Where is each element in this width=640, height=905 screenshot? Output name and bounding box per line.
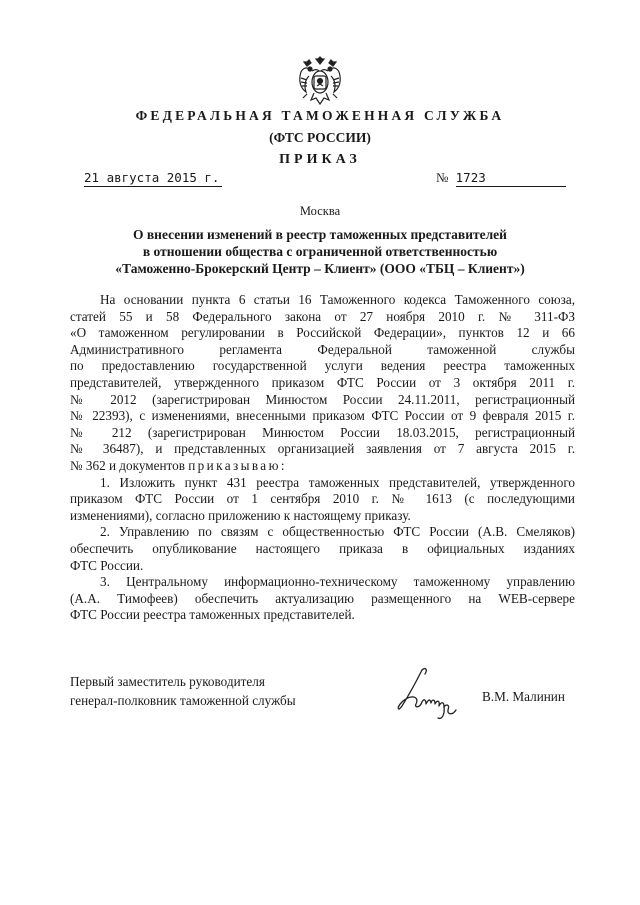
agency-short-name: (ФТС РОССИИ) — [269, 130, 371, 145]
item-line: ФТС России. — [70, 557, 144, 573]
preamble-line: № 36487), и представленных организацией заявления от 7 августа 2015 г. — [70, 441, 575, 457]
agency-name: ФЕДЕРАЛЬНАЯ ТАМОЖЕННАЯ СЛУЖБА — [135, 108, 505, 123]
item-line: 2. Управлению по связям с общественностью ФТС России (А.В. Смеляков) — [100, 524, 575, 540]
preamble-line: «О таможенном регулировании в Российской Федерации», пунктов 12 и 66 — [70, 325, 575, 341]
city: Москва — [299, 204, 341, 218]
preamble-line: № 362 и документов — [70, 457, 185, 473]
item-line: изменениями), согласно приложению к настоящему приказу. — [70, 507, 411, 523]
order-title-line: «Таможенно-Брокерский Центр – Клиент» (ООО «ТБЦ – Клиент») — [115, 261, 525, 276]
item-line: ФТС России реестра таможенных представителей. — [70, 607, 355, 623]
preamble-line: по предоставлению государственной услуги ведения реестра таможенных — [70, 358, 575, 374]
order-title-line: О внесении изменений в реестр таможенных представителей — [133, 227, 507, 242]
preamble-last-line — [70, 458, 575, 475]
preamble-line: статей 55 и 58 Федерального закона от 27 ноября 2010 г. № 311-ФЗ — [70, 308, 575, 324]
order-number — [436, 170, 576, 187]
document-type: ПРИКАЗ — [279, 152, 361, 167]
order-title-line: в отношении общества с ограниченной ответственностью — [142, 244, 498, 259]
order-number-value: 1723 — [456, 170, 566, 187]
order-body — [70, 292, 575, 624]
signatory-position-line: генерал-полковник таможенной службы — [70, 693, 296, 708]
signatory-name: В.М. Малинин — [482, 689, 565, 704]
item-line: обеспечить опубликование настоящего приказа в официальных изданиях — [70, 540, 575, 556]
signatory-position-line: Первый заместитель руководителя — [70, 674, 265, 689]
order-word: приказываю: — [188, 457, 287, 473]
handwritten-signature-icon — [392, 664, 470, 722]
item-line: 3. Центральному информационно-техническому таможенному управлению — [100, 574, 575, 590]
item-line: 1. Изложить пункт 431 реестра таможенных представителей, утвержденного — [100, 474, 575, 490]
preamble-line: Административного регламента Федеральной таможенной службы — [70, 341, 575, 357]
item-line: приказом ФТС России от 1 сентября 2010 г. № 1613 (с последующими — [70, 491, 575, 507]
order-date: 21 августа 2015 г. — [84, 170, 222, 187]
preamble-line: № 2012 (зарегистрирован Минюстом России 24.11.2011, регистрационный — [70, 391, 575, 407]
order-title — [60, 226, 580, 277]
preamble-line: На основании пункта 6 статьи 16 Таможенного кодекса Таможенного союза, — [100, 292, 575, 307]
double-headed-eagle-emblem-icon — [298, 56, 342, 106]
preamble-line: представителей, утвержденного приказом ФТС России от 3 октября 2011 г. — [70, 374, 575, 390]
item-line: (А.А. Тимофеев) обеспечить актуализацию размещенного на WEB-сервере — [70, 590, 575, 606]
order-number-label: № — [436, 170, 449, 185]
preamble-line: № 212 (зарегистрирован Минюстом России 18.03.2015, регистрационный — [70, 424, 575, 440]
preamble-line: № 22393), с изменениями, внесенными приказом ФТС России от 9 февраля 2015 г. — [70, 408, 575, 424]
signatory-position — [70, 672, 370, 710]
